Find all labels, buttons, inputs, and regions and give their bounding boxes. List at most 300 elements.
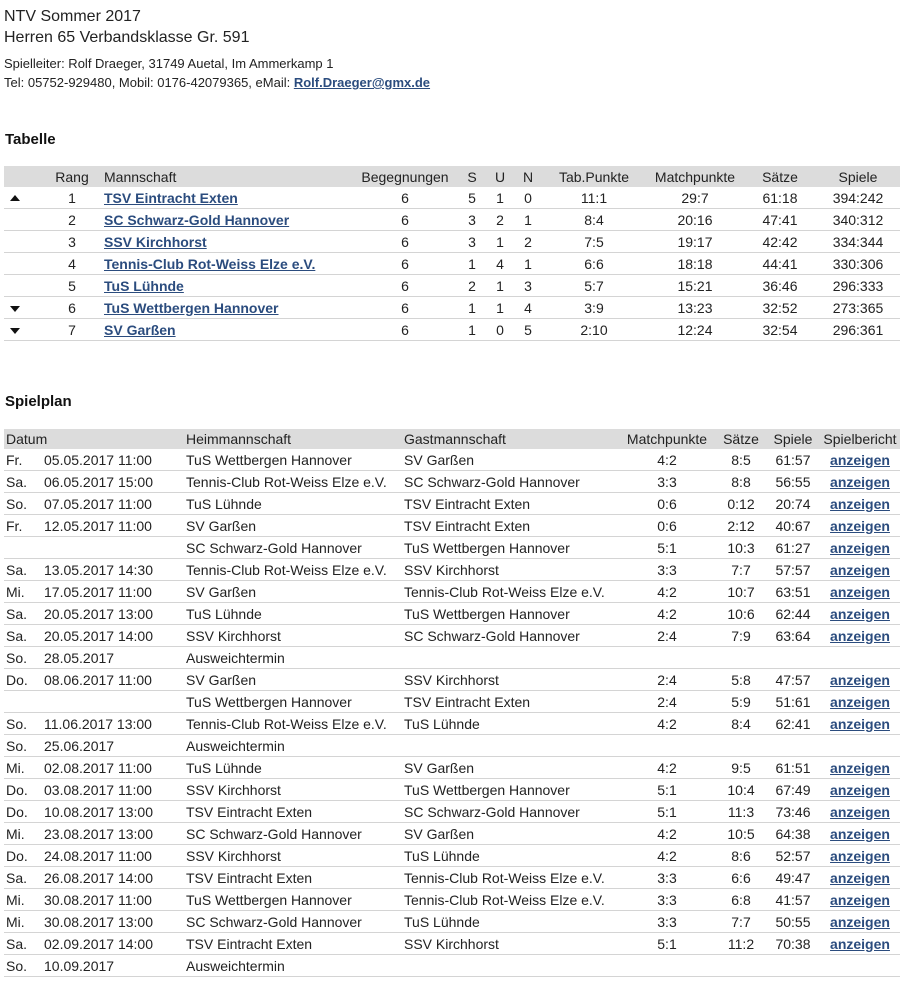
saetze: 42:42: [744, 231, 816, 253]
tab-punkte: 8:4: [542, 209, 646, 231]
weekday: Sa.: [4, 933, 42, 955]
sets: 10:3: [716, 537, 766, 559]
sets: 9:5: [716, 757, 766, 779]
match-date: 23.08.2017 13:00: [42, 823, 184, 845]
guest-team: TuS Lühnde: [402, 845, 618, 867]
guest-team: TuS Wettbergen Hannover: [402, 779, 618, 801]
weekday: Mi.: [4, 581, 42, 603]
report-cell: [820, 889, 900, 911]
standings-row: [4, 209, 900, 231]
match-date: 02.09.2017 14:00: [42, 933, 184, 955]
team-cell: [102, 319, 352, 341]
games: 61:27: [766, 537, 820, 559]
report-cell: [820, 603, 900, 625]
promotion-arrow-up-icon: [10, 195, 20, 201]
report-link[interactable]: anzeigen: [830, 693, 890, 710]
home-team: TuS Lühnde: [184, 757, 402, 779]
saetze: 36:46: [744, 275, 816, 297]
match-points: 4:2: [618, 713, 716, 735]
trend-cell: [4, 209, 42, 231]
niederlagen: 3: [514, 275, 542, 297]
league-leader-info: [4, 54, 430, 92]
col-saetze: Sätze: [762, 168, 798, 185]
weekday: So.: [4, 955, 42, 977]
home-team: Ausweichtermin: [184, 735, 402, 757]
games: 49:47: [766, 867, 820, 889]
guest-team: TuS Wettbergen Hannover: [402, 603, 618, 625]
schedule-row: [4, 757, 900, 779]
games: 51:61: [766, 691, 820, 713]
col-s: S: [467, 168, 477, 185]
report-cell: [820, 449, 900, 471]
games: 47:57: [766, 669, 820, 691]
weekday: Mi.: [4, 757, 42, 779]
match-date: 03.08.2017 11:00: [42, 779, 184, 801]
guest-team: Tennis-Club Rot-Weiss Elze e.V.: [402, 581, 618, 603]
tab-punkte: 11:1: [542, 187, 646, 209]
unentschieden: 1: [486, 231, 514, 253]
report-link[interactable]: anzeigen: [830, 781, 890, 798]
saetze: 32:52: [744, 297, 816, 319]
spiele: 394:242: [816, 187, 900, 209]
match-points: 3:3: [618, 559, 716, 581]
standings-row: [4, 187, 900, 209]
games: 57:57: [766, 559, 820, 581]
team-link[interactable]: TSV Eintracht Exten: [104, 189, 238, 206]
matchpunkte: 20:16: [646, 209, 744, 231]
col-begegnungen: Begegnungen: [361, 168, 449, 185]
report-link[interactable]: anzeigen: [830, 803, 890, 820]
matchpunkte: 29:7: [646, 187, 744, 209]
col-saetze: Sätze: [723, 431, 759, 447]
schedule-row: [4, 823, 900, 845]
schedule-row: [4, 559, 900, 581]
report-link[interactable]: anzeigen: [830, 627, 890, 644]
report-cell: [820, 669, 900, 691]
saetze: 47:41: [744, 209, 816, 231]
match-points: [618, 955, 716, 977]
match-points: 3:3: [618, 911, 716, 933]
standings-row: [4, 275, 900, 297]
home-team: TuS Wettbergen Hannover: [184, 889, 402, 911]
match-date: 02.08.2017 11:00: [42, 757, 184, 779]
guest-team: Tennis-Club Rot-Weiss Elze e.V.: [402, 889, 618, 911]
weekday: Sa.: [4, 559, 42, 581]
report-link[interactable]: anzeigen: [830, 869, 890, 886]
siege: 1: [458, 253, 486, 275]
games: 56:55: [766, 471, 820, 493]
match-points: 4:2: [618, 823, 716, 845]
col-mannschaft: Mannschaft: [104, 168, 177, 185]
guest-team: TSV Eintracht Exten: [402, 515, 618, 537]
schedule-row: [4, 647, 900, 669]
sets: 10:4: [716, 779, 766, 801]
games: 61:51: [766, 757, 820, 779]
games: 52:57: [766, 845, 820, 867]
match-date: 10.09.2017: [42, 955, 184, 977]
home-team: SSV Kirchhorst: [184, 779, 402, 801]
home-team: Ausweichtermin: [184, 955, 402, 977]
sets: 8:4: [716, 713, 766, 735]
match-points: [618, 735, 716, 757]
spiele: 296:361: [816, 319, 900, 341]
sets: [716, 955, 766, 977]
home-team: SSV Kirchhorst: [184, 845, 402, 867]
team-cell: [102, 297, 352, 319]
team-link[interactable]: SV Garßen: [104, 321, 176, 338]
report-link[interactable]: anzeigen: [830, 473, 890, 490]
standings-row: [4, 231, 900, 253]
schedule-row: [4, 625, 900, 647]
match-date: 10.08.2017 13:00: [42, 801, 184, 823]
match-date: 12.05.2017 11:00: [42, 515, 184, 537]
guest-team: Tennis-Club Rot-Weiss Elze e.V.: [402, 867, 618, 889]
rang: 7: [42, 319, 102, 341]
home-team: SC Schwarz-Gold Hannover: [184, 823, 402, 845]
spielplan-heading: Spielplan: [5, 393, 72, 410]
weekday: Do.: [4, 845, 42, 867]
sets: 10:5: [716, 823, 766, 845]
trend-cell: [4, 231, 42, 253]
report-link[interactable]: anzeigen: [830, 759, 890, 776]
niederlagen: 1: [514, 253, 542, 275]
match-points: 5:1: [618, 779, 716, 801]
match-points: 2:4: [618, 625, 716, 647]
report-link[interactable]: anzeigen: [830, 935, 890, 952]
unentschieden: 4: [486, 253, 514, 275]
schedule-row: [4, 955, 900, 977]
team-cell: [102, 253, 352, 275]
weekday: Sa.: [4, 471, 42, 493]
schedule-table: [4, 429, 900, 977]
report-cell: [820, 537, 900, 559]
weekday: Mi.: [4, 911, 42, 933]
match-date: [42, 691, 184, 713]
guest-team: SV Garßen: [402, 449, 618, 471]
guest-team: TuS Lühnde: [402, 911, 618, 933]
weekday: Mi.: [4, 889, 42, 911]
standings-table: [4, 166, 900, 341]
standings-row: [4, 253, 900, 275]
home-team: Tennis-Club Rot-Weiss Elze e.V.: [184, 713, 402, 735]
tab-punkte: 3:9: [542, 297, 646, 319]
trend-cell: [4, 253, 42, 275]
schedule-row: [4, 933, 900, 955]
games: 41:57: [766, 889, 820, 911]
spiele: 330:306: [816, 253, 900, 275]
team-cell: [102, 187, 352, 209]
team-link[interactable]: SC Schwarz-Gold Hannover: [104, 211, 290, 228]
matchpunkte: 12:24: [646, 319, 744, 341]
sets: 6:6: [716, 867, 766, 889]
rang: 3: [42, 231, 102, 253]
sets: 8:6: [716, 845, 766, 867]
rang: 4: [42, 253, 102, 275]
match-points: 0:6: [618, 493, 716, 515]
team-link[interactable]: Tennis-Club Rot-Weiss Elze e.V.: [104, 255, 316, 272]
rang: 5: [42, 275, 102, 297]
match-points: 5:1: [618, 537, 716, 559]
match-points: 4:2: [618, 757, 716, 779]
relegation-arrow-down-icon: [10, 306, 20, 312]
report-cell: [820, 823, 900, 845]
weekday: [4, 537, 42, 559]
schedule-row: [4, 669, 900, 691]
guest-team: TSV Eintracht Exten: [402, 691, 618, 713]
trend-cell: [4, 319, 42, 341]
sets: 7:9: [716, 625, 766, 647]
spiele: 273:365: [816, 297, 900, 319]
trend-cell: [4, 275, 42, 297]
col-spielbericht: Spielbericht: [823, 431, 897, 447]
match-points: 0:6: [618, 515, 716, 537]
home-team: Ausweichtermin: [184, 647, 402, 669]
league-title: NTV Sommer 2017: [4, 8, 141, 25]
saetze: 61:18: [744, 187, 816, 209]
match-points: 2:4: [618, 669, 716, 691]
schedule-row: [4, 779, 900, 801]
match-points: [618, 647, 716, 669]
home-team: TSV Eintracht Exten: [184, 867, 402, 889]
unentschieden: 1: [486, 275, 514, 297]
guest-team: SV Garßen: [402, 823, 618, 845]
match-points: 5:1: [618, 801, 716, 823]
schedule-row: [4, 713, 900, 735]
team-cell: [102, 209, 352, 231]
games: [766, 647, 820, 669]
guest-team: SV Garßen: [402, 757, 618, 779]
report-link[interactable]: anzeigen: [830, 583, 890, 600]
trend-cell: [4, 187, 42, 209]
report-link[interactable]: anzeigen: [830, 913, 890, 930]
col-spiele: Spiele: [773, 431, 813, 447]
team-link[interactable]: SSV Kirchhorst: [104, 233, 207, 250]
guest-team: TuS Wettbergen Hannover: [402, 537, 618, 559]
tab-punkte: 5:7: [542, 275, 646, 297]
report-cell: [820, 845, 900, 867]
weekday: Do.: [4, 669, 42, 691]
report-link[interactable]: anzeigen: [830, 561, 890, 578]
guest-team: [402, 735, 618, 757]
weekday: [4, 691, 42, 713]
team-cell: [102, 231, 352, 253]
sets: 2:12: [716, 515, 766, 537]
match-date: 26.08.2017 14:00: [42, 867, 184, 889]
games: 73:46: [766, 801, 820, 823]
games: 62:41: [766, 713, 820, 735]
match-points: 2:4: [618, 691, 716, 713]
report-link[interactable]: anzeigen: [830, 891, 890, 908]
match-date: 20.05.2017 14:00: [42, 625, 184, 647]
col-rang: Rang: [55, 168, 89, 185]
begegnungen: 6: [352, 319, 458, 341]
home-team: TuS Lühnde: [184, 603, 402, 625]
siege: 1: [458, 319, 486, 341]
weekday: So.: [4, 647, 42, 669]
begegnungen: 6: [352, 275, 458, 297]
home-team: Tennis-Club Rot-Weiss Elze e.V.: [184, 559, 402, 581]
schedule-row: [4, 801, 900, 823]
home-team: TuS Lühnde: [184, 493, 402, 515]
report-cell: [820, 955, 900, 977]
standings-header-row: [4, 166, 900, 187]
sets: 7:7: [716, 911, 766, 933]
report-cell: [820, 757, 900, 779]
col-n: N: [522, 168, 534, 185]
sets: 5:9: [716, 691, 766, 713]
matchpunkte: 13:23: [646, 297, 744, 319]
games: 61:57: [766, 449, 820, 471]
schedule-row: [4, 603, 900, 625]
report-link[interactable]: anzeigen: [830, 847, 890, 864]
home-team: SV Garßen: [184, 515, 402, 537]
report-link[interactable]: anzeigen: [830, 517, 890, 534]
standings-row: [4, 297, 900, 319]
contact-prefix: Tel: 05752-929480, Mobil: 0176-42079365, eMail:: [4, 75, 294, 90]
report-link[interactable]: anzeigen: [830, 715, 890, 732]
report-cell: [820, 779, 900, 801]
games: [766, 955, 820, 977]
report-cell: [820, 559, 900, 581]
begegnungen: 6: [352, 231, 458, 253]
weekday: Do.: [4, 801, 42, 823]
report-cell: [820, 471, 900, 493]
sets: 10:7: [716, 581, 766, 603]
schedule-row: [4, 867, 900, 889]
weekday: So.: [4, 713, 42, 735]
games: 20:74: [766, 493, 820, 515]
sets: 8:5: [716, 449, 766, 471]
match-date: 07.05.2017 11:00: [42, 493, 184, 515]
col-gastmannschaft: Gastmannschaft: [404, 431, 506, 447]
guest-team: SSV Kirchhorst: [402, 669, 618, 691]
games: 63:51: [766, 581, 820, 603]
match-points: 4:2: [618, 581, 716, 603]
guest-team: SC Schwarz-Gold Hannover: [402, 471, 618, 493]
matchpunkte: 15:21: [646, 275, 744, 297]
report-link[interactable]: anzeigen: [830, 671, 890, 688]
weekday: Sa.: [4, 867, 42, 889]
tab-punkte: 6:6: [542, 253, 646, 275]
weekday: Mi.: [4, 823, 42, 845]
match-date: 06.05.2017 15:00: [42, 471, 184, 493]
rang: 6: [42, 297, 102, 319]
begegnungen: 6: [352, 297, 458, 319]
team-link[interactable]: TuS Lühnde: [104, 277, 184, 294]
report-link[interactable]: anzeigen: [830, 825, 890, 842]
match-date: 17.05.2017 11:00: [42, 581, 184, 603]
match-points: 4:2: [618, 845, 716, 867]
report-cell: [820, 713, 900, 735]
spiele: 296:333: [816, 275, 900, 297]
report-cell: [820, 581, 900, 603]
schedule-row: [4, 449, 900, 471]
guest-team: SSV Kirchhorst: [402, 559, 618, 581]
siege: 3: [458, 209, 486, 231]
schedule-row: [4, 911, 900, 933]
page-header: [4, 6, 249, 48]
saetze: 44:41: [744, 253, 816, 275]
match-points: 5:1: [618, 933, 716, 955]
matchpunkte: 18:18: [646, 253, 744, 275]
match-points: 3:3: [618, 867, 716, 889]
siege: 2: [458, 275, 486, 297]
games: 64:38: [766, 823, 820, 845]
niederlagen: 4: [514, 297, 542, 319]
siege: 1: [458, 297, 486, 319]
spiele: 340:312: [816, 209, 900, 231]
report-link[interactable]: anzeigen: [830, 495, 890, 512]
begegnungen: 6: [352, 253, 458, 275]
tabelle-heading: Tabelle: [5, 131, 56, 148]
schedule-row: [4, 735, 900, 757]
report-cell: [820, 647, 900, 669]
report-cell: [820, 691, 900, 713]
guest-team: SC Schwarz-Gold Hannover: [402, 801, 618, 823]
rang: 1: [42, 187, 102, 209]
guest-team: TuS Lühnde: [402, 713, 618, 735]
col-heimmannschaft: Heimmannschaft: [186, 431, 292, 447]
matchpunkte: 19:17: [646, 231, 744, 253]
report-link[interactable]: anzeigen: [830, 539, 890, 556]
col-matchpunkte: Matchpunkte: [654, 168, 736, 185]
unentschieden: 1: [486, 297, 514, 319]
schedule-row: [4, 537, 900, 559]
schedule-row: [4, 493, 900, 515]
team-link[interactable]: TuS Wettbergen Hannover: [104, 299, 279, 316]
home-team: TSV Eintracht Exten: [184, 801, 402, 823]
col-tab-punkte: Tab.Punkte: [558, 168, 630, 185]
games: [766, 735, 820, 757]
guest-team: SSV Kirchhorst: [402, 933, 618, 955]
guest-team: [402, 647, 618, 669]
weekday: Do.: [4, 779, 42, 801]
report-cell: [820, 911, 900, 933]
tab-punkte: 7:5: [542, 231, 646, 253]
schedule-row: [4, 889, 900, 911]
home-team: SC Schwarz-Gold Hannover: [184, 537, 402, 559]
tab-punkte: 2:10: [542, 319, 646, 341]
trend-cell: [4, 297, 42, 319]
match-points: 4:2: [618, 603, 716, 625]
email-link[interactable]: Rolf.Draeger@gmx.de: [293, 75, 431, 90]
col-u: U: [494, 168, 506, 185]
unentschieden: 1: [486, 187, 514, 209]
report-link[interactable]: anzeigen: [830, 451, 890, 468]
leader-line: Spielleiter: Rolf Draeger, 31749 Auetal, Im Ammerkamp 1: [4, 56, 334, 71]
col-matchpunkte: Matchpunkte: [626, 431, 708, 447]
guest-team: [402, 955, 618, 977]
sets: 7:7: [716, 559, 766, 581]
col-datum: Datum: [6, 431, 48, 447]
games: 70:38: [766, 933, 820, 955]
report-cell: [820, 735, 900, 757]
games: 63:64: [766, 625, 820, 647]
home-team: TuS Wettbergen Hannover: [184, 449, 402, 471]
weekday: Fr.: [4, 449, 42, 471]
weekday: Sa.: [4, 603, 42, 625]
report-cell: [820, 493, 900, 515]
siege: 5: [458, 187, 486, 209]
match-date: 28.05.2017: [42, 647, 184, 669]
group-title: Herren 65 Verbandsklasse Gr. 591: [4, 29, 250, 46]
match-date: 13.05.2017 14:30: [42, 559, 184, 581]
home-team: SSV Kirchhorst: [184, 625, 402, 647]
games: 40:67: [766, 515, 820, 537]
report-link[interactable]: anzeigen: [830, 605, 890, 622]
games: 67:49: [766, 779, 820, 801]
match-date: 30.08.2017 11:00: [42, 889, 184, 911]
